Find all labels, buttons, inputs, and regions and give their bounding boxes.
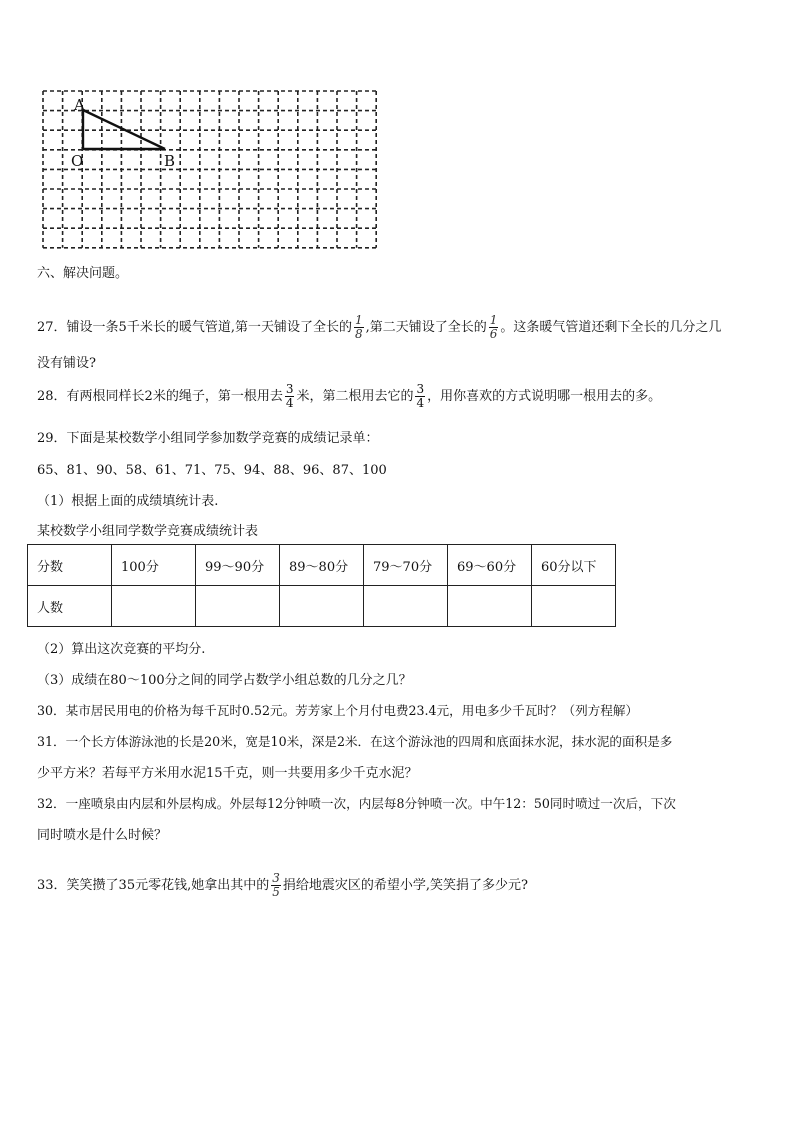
table-cell-empty — [532, 586, 616, 627]
q33-frac-num: 3 — [272, 871, 280, 885]
point-label-b: B — [164, 152, 176, 170]
question-29-sub-1: （1）根据上面的成绩填统计表. — [37, 494, 219, 509]
table-cell: 79～70分 — [364, 545, 448, 586]
q27-frac1-num: 1 — [354, 313, 363, 327]
question-29-sub-2: （2）算出这次竞赛的平均分. — [37, 642, 206, 657]
table-cell-empty — [280, 586, 364, 627]
question-31-line-1: 31．一个长方体游泳池的长是20米，宽是10米，深是2米．在这个游泳池的四周和底面抹水泥，抹水泥的面积是多 — [37, 734, 673, 749]
section-heading: 六、解决问题。 — [37, 266, 129, 281]
question-27 — [37, 314, 721, 341]
question-28 — [37, 383, 661, 410]
q33-text-2: 捐给地震灾区的希望小学,笑笑捐了多少元? — [282, 878, 528, 893]
q28-text-3: ，用你喜欢的方式说明哪一根用去的多。 — [427, 389, 662, 404]
table-cell: 89～80分 — [280, 545, 364, 586]
q27-frac2-num: 1 — [489, 313, 498, 327]
q28-fraction-2 — [415, 383, 425, 410]
table-cell: 99～90分 — [196, 545, 280, 586]
q28-frac2-num: 3 — [416, 382, 425, 396]
question-29-sub-3: （3）成绩在80～100分之间的同学占数学小组总数的几分之几？ — [37, 673, 412, 688]
q27-fraction-2 — [489, 314, 499, 341]
q28-frac1-num: 3 — [285, 382, 294, 396]
question-32-line-1: 32．一座喷泉由内层和外层构成。外层每12分钟喷一次，内层每8分钟喷一次。中午12：50同时喷过一次后，下次 — [37, 796, 676, 811]
point-label-a: A — [74, 96, 85, 114]
question-29-intro: 29．下面是某校数学小组同学参加数学竞赛的成绩记录单： — [37, 431, 379, 446]
q27-text-2: ,第二天铺设了全长的 — [365, 320, 487, 335]
q33-fraction — [271, 872, 281, 899]
question-32-line-2: 同时喷水是什么时候？ — [37, 828, 168, 843]
table-cell: 100分 — [112, 545, 196, 586]
table-cell: 人数 — [28, 586, 112, 627]
question-27-line-2: 没有铺设? — [37, 356, 96, 371]
q27-fraction-1 — [354, 314, 364, 341]
q28-fraction-1 — [285, 383, 295, 410]
q27-frac1-den: 8 — [354, 327, 363, 341]
grid-figure — [40, 88, 385, 253]
score-list: 65、81、90、58、61、71、75、94、88、96、87、100 — [37, 463, 387, 478]
table-cell-empty — [112, 586, 196, 627]
q28-text-2: 米，第二根用去它的 — [296, 389, 414, 404]
score-stat-table — [27, 544, 616, 627]
table-cell-empty — [448, 586, 532, 627]
question-33 — [37, 872, 528, 899]
q33-text-1: 33．笑笑攒了35元零花钱,她拿出其中的 — [37, 878, 270, 893]
q33-frac-den: 5 — [272, 885, 280, 899]
table-cell-empty — [364, 586, 448, 627]
table-cell: 分数 — [28, 545, 112, 586]
q27-text-1: 27．铺设一条5千米长的暖气管道,第一天铺设了全长的 — [37, 320, 352, 335]
table-row-header — [28, 545, 616, 586]
table-cell: 60分以下 — [532, 545, 616, 586]
question-30: 30．某市居民用电的价格为每千瓦时0.52元。芳芳家上个月付电费23.4元，用电多少千瓦时？（列方程解） — [37, 703, 639, 718]
point-label-o: O — [71, 152, 84, 170]
table-cell: 69～60分 — [448, 545, 532, 586]
q27-text-3: 。这条暖气管道还剩下全长的几分之几 — [500, 320, 722, 335]
q27-frac2-den: 6 — [489, 327, 498, 341]
q28-text-1: 28．有两根同样长2米的绳子，第一根用去 — [37, 389, 283, 404]
table-cell-empty — [196, 586, 280, 627]
table-title: 某校数学小组同学数学竞赛成绩统计表 — [37, 524, 259, 539]
q28-frac1-den: 4 — [285, 396, 294, 410]
q28-frac2-den: 4 — [416, 396, 425, 410]
question-31-line-2: 少平方米？若每平方米用水泥15千克，则一共要用多少千克水泥？ — [37, 766, 418, 781]
table-row-count — [28, 586, 616, 627]
